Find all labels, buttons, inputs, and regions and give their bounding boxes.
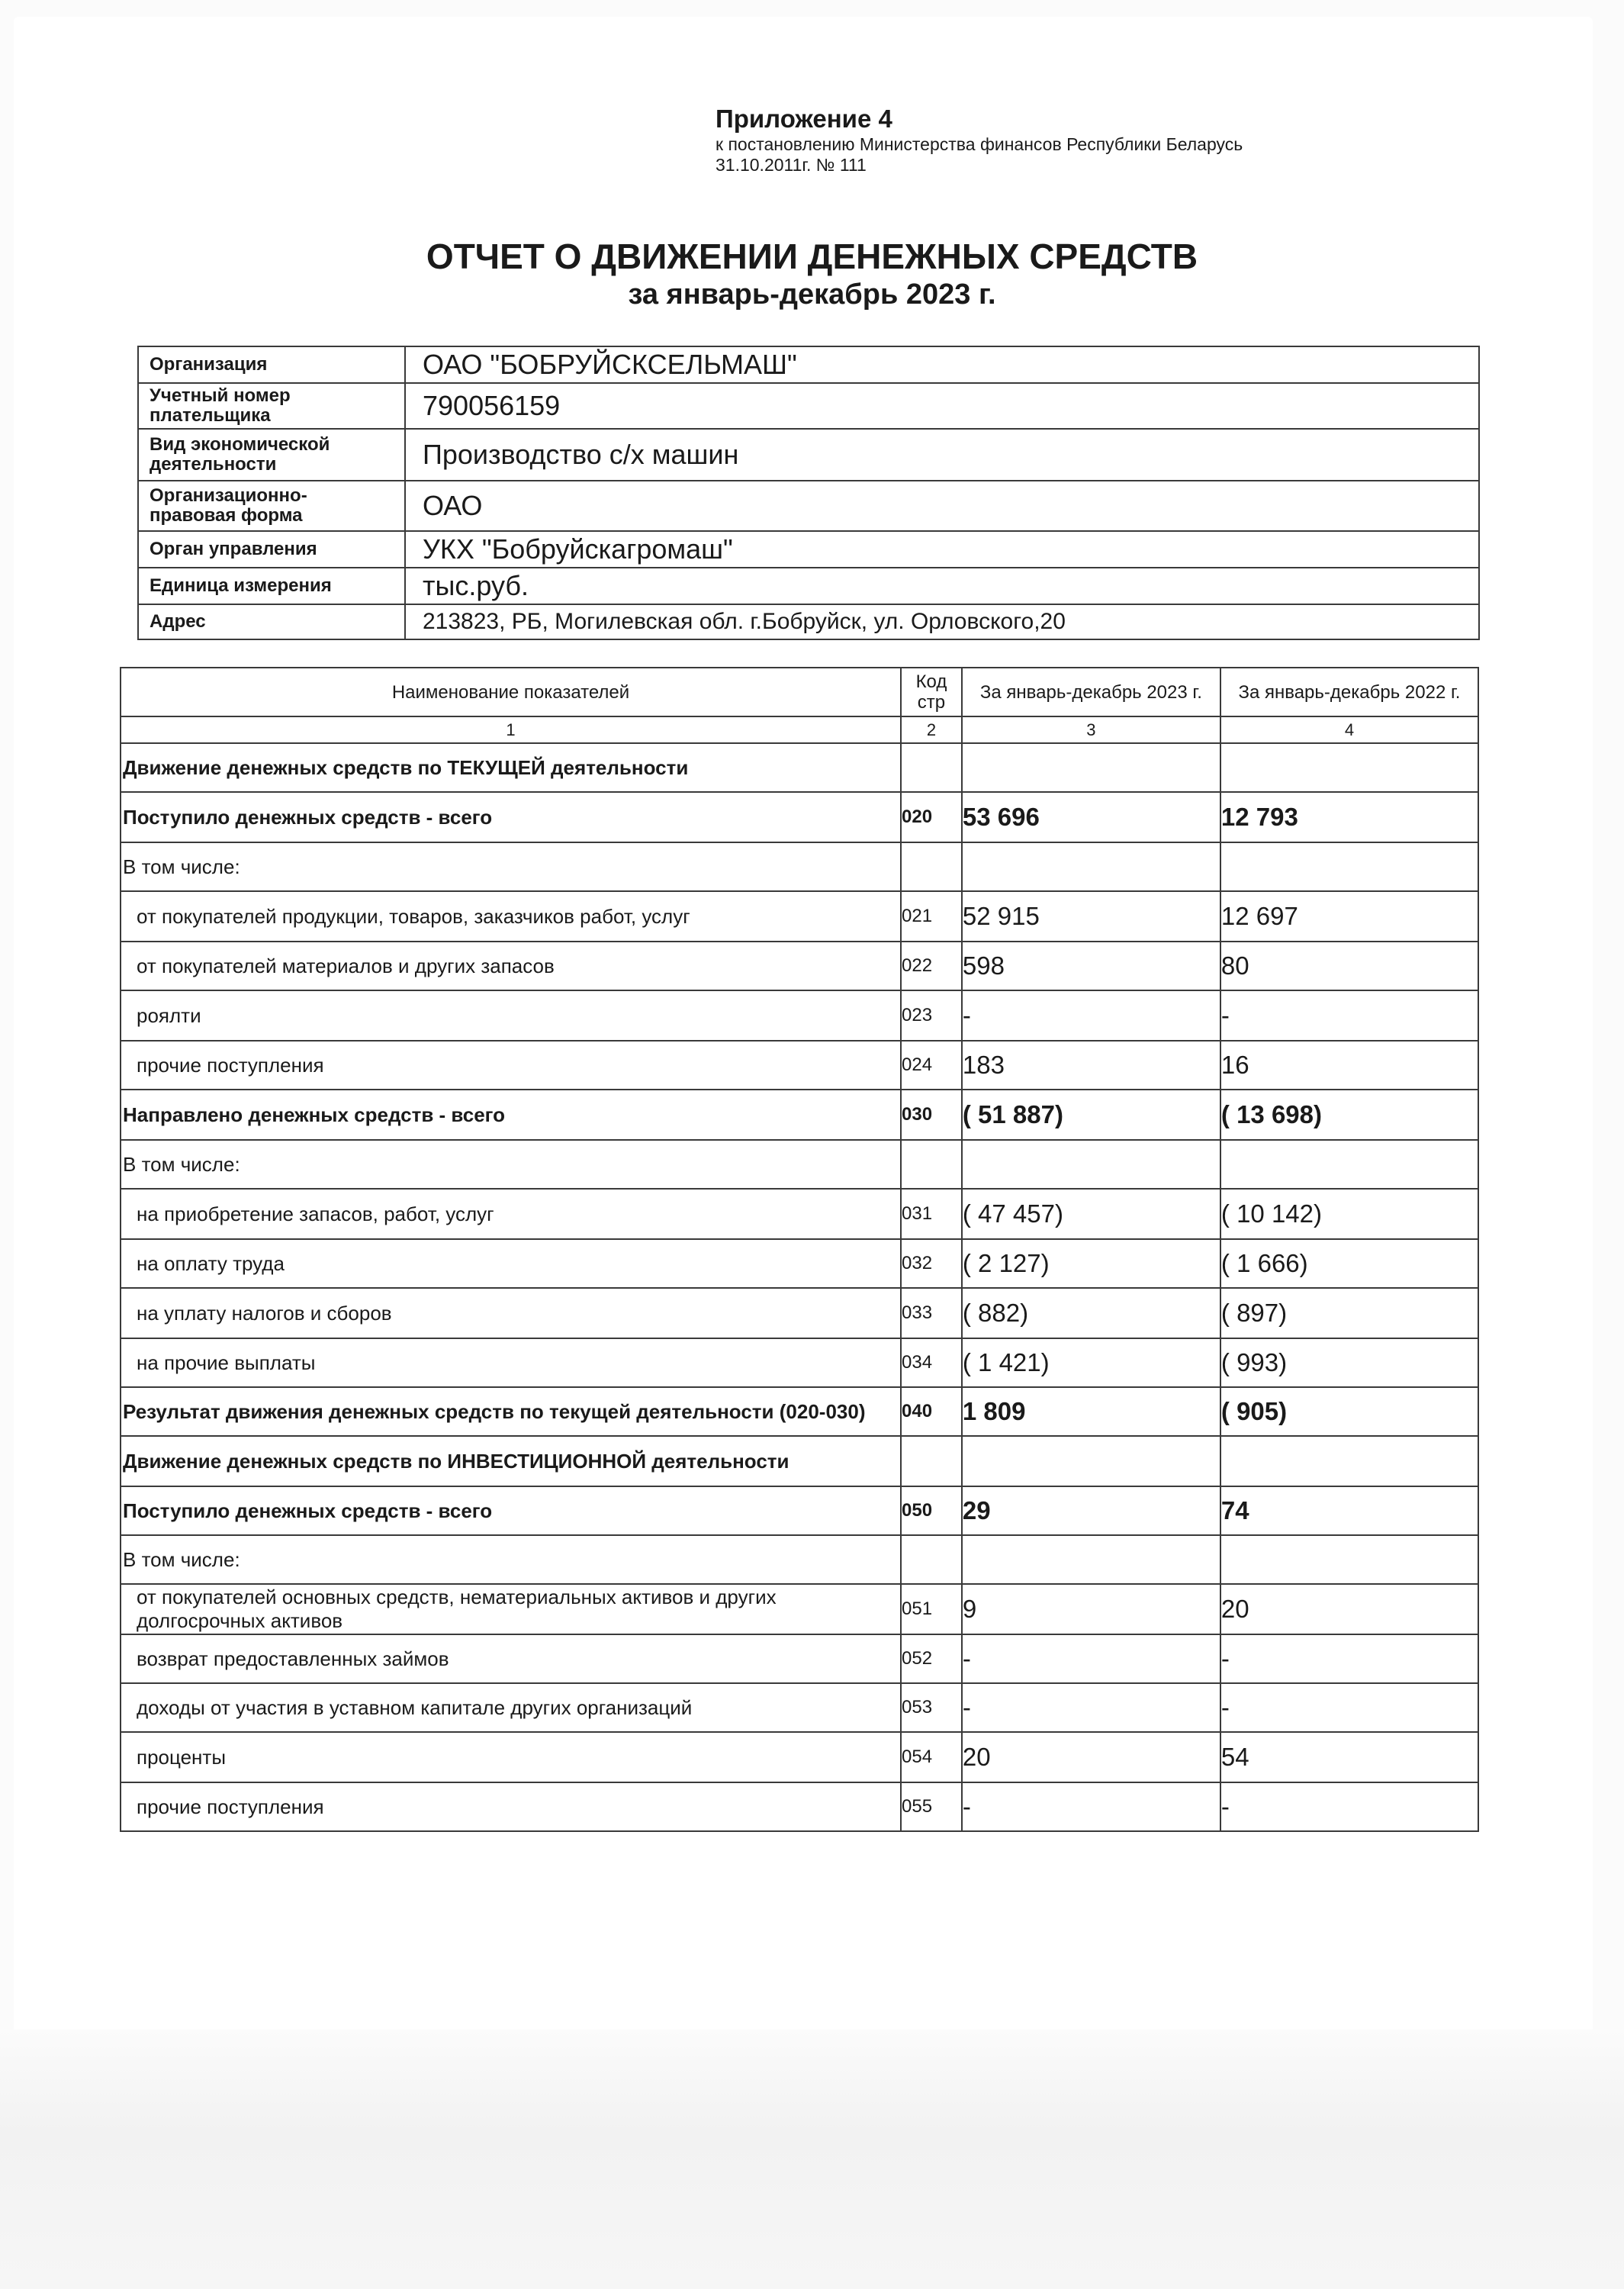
table-row bbox=[121, 792, 1478, 842]
row-name: Движение денежных средств по ТЕКУЩЕЙ деятельности bbox=[121, 743, 901, 792]
table-row bbox=[121, 1140, 1478, 1189]
row-code: 055 bbox=[901, 1782, 962, 1831]
row-name: В том числе: bbox=[121, 1535, 901, 1584]
table-row bbox=[121, 1090, 1478, 1140]
row-name: проценты bbox=[121, 1732, 901, 1782]
row-code: 023 bbox=[901, 990, 962, 1041]
info-row bbox=[138, 346, 1479, 383]
info-row bbox=[138, 604, 1479, 639]
row-code bbox=[901, 1535, 962, 1584]
table-row bbox=[121, 842, 1478, 891]
row-value-2022: 74 bbox=[1220, 1486, 1478, 1535]
row-value-2022 bbox=[1220, 743, 1478, 792]
row-value-2022: 80 bbox=[1220, 942, 1478, 990]
column-number: 4 bbox=[1220, 716, 1478, 743]
row-name: прочие поступления bbox=[121, 1782, 901, 1831]
row-value-2022: 20 bbox=[1220, 1584, 1478, 1634]
row-name: на приобретение запасов, работ, услуг bbox=[121, 1189, 901, 1239]
row-value-2023: ( 47 457) bbox=[962, 1189, 1220, 1239]
table-row bbox=[121, 891, 1478, 942]
info-value: Производство с/х машин bbox=[405, 429, 1479, 481]
cash-flow-body bbox=[121, 743, 1478, 1831]
row-value-2022: ( 1 666) bbox=[1220, 1239, 1478, 1288]
row-value-2022: ( 897) bbox=[1220, 1288, 1478, 1338]
info-row bbox=[138, 531, 1479, 568]
info-row bbox=[138, 383, 1479, 429]
row-value-2023: - bbox=[962, 1683, 1220, 1732]
table-row bbox=[121, 1584, 1478, 1634]
info-row bbox=[138, 429, 1479, 481]
info-value: 790056159 bbox=[405, 383, 1479, 429]
row-name: от покупателей основных средств, нематериальных активов и других долгосрочных активов bbox=[121, 1584, 901, 1634]
table-row bbox=[121, 1535, 1478, 1584]
row-name: Поступило денежных средств - всего bbox=[121, 1486, 901, 1535]
row-value-2023: 53 696 bbox=[962, 792, 1220, 842]
info-value: УКХ "Бобруйскагромаш" bbox=[405, 531, 1479, 568]
row-code: 051 bbox=[901, 1584, 962, 1634]
table-row bbox=[121, 1683, 1478, 1732]
row-code: 021 bbox=[901, 891, 962, 942]
info-value: ОАО "БОБРУЙСКСЕЛЬМАШ" bbox=[405, 346, 1479, 383]
table-row bbox=[121, 1189, 1478, 1239]
row-value-2023: ( 2 127) bbox=[962, 1239, 1220, 1288]
row-name: на уплату налогов и сборов bbox=[121, 1288, 901, 1338]
appendix-note bbox=[716, 104, 1402, 175]
row-value-2022: - bbox=[1220, 990, 1478, 1041]
organization-info-table bbox=[137, 346, 1480, 640]
row-value-2022: - bbox=[1220, 1683, 1478, 1732]
header-name: Наименование показателей bbox=[121, 668, 901, 716]
row-value-2022 bbox=[1220, 1535, 1478, 1584]
row-name: возврат предоставленных займов bbox=[121, 1634, 901, 1683]
row-code: 033 bbox=[901, 1288, 962, 1338]
row-code: 034 bbox=[901, 1338, 962, 1387]
appendix-date-line: 31.10.2011г. № 111 bbox=[716, 155, 867, 175]
table-row bbox=[121, 1634, 1478, 1683]
row-code bbox=[901, 743, 962, 792]
row-value-2022 bbox=[1220, 842, 1478, 891]
row-value-2022: 54 bbox=[1220, 1732, 1478, 1782]
info-label: Вид экономической деятельности bbox=[138, 429, 405, 481]
row-code: 054 bbox=[901, 1732, 962, 1782]
row-name: Поступило денежных средств - всего bbox=[121, 792, 901, 842]
column-number: 3 bbox=[962, 716, 1220, 743]
table-row bbox=[121, 1486, 1478, 1535]
row-value-2022: ( 10 142) bbox=[1220, 1189, 1478, 1239]
table-header-row bbox=[121, 668, 1478, 716]
row-code: 024 bbox=[901, 1041, 962, 1090]
column-number: 2 bbox=[901, 716, 962, 743]
row-code bbox=[901, 1436, 962, 1486]
row-name: роялти bbox=[121, 990, 901, 1041]
row-name: Движение денежных средств по ИНВЕСТИЦИОННОЙ деятельности bbox=[121, 1436, 901, 1486]
column-number-row bbox=[121, 716, 1478, 743]
row-code: 040 bbox=[901, 1387, 962, 1436]
row-value-2022: ( 905) bbox=[1220, 1387, 1478, 1436]
row-value-2022: - bbox=[1220, 1782, 1478, 1831]
row-name: В том числе: bbox=[121, 842, 901, 891]
row-value-2023: - bbox=[962, 990, 1220, 1041]
table-row bbox=[121, 1387, 1478, 1436]
row-value-2022 bbox=[1220, 1140, 1478, 1189]
row-code bbox=[901, 1140, 962, 1189]
table-row bbox=[121, 1041, 1478, 1090]
info-value: ОАО bbox=[405, 481, 1479, 531]
row-code: 022 bbox=[901, 942, 962, 990]
row-name: Результат движения денежных средств по текущей деятельности (020-030) bbox=[121, 1387, 901, 1436]
info-label: Адрес bbox=[138, 604, 405, 639]
row-value-2023: - bbox=[962, 1782, 1220, 1831]
row-code: 053 bbox=[901, 1683, 962, 1732]
row-value-2023 bbox=[962, 1535, 1220, 1584]
row-value-2022 bbox=[1220, 1436, 1478, 1486]
row-value-2023: - bbox=[962, 1634, 1220, 1683]
info-label: Орган управления bbox=[138, 531, 405, 568]
appendix-title: Приложение 4 bbox=[716, 105, 892, 133]
table-row bbox=[121, 1732, 1478, 1782]
row-name: прочие поступления bbox=[121, 1041, 901, 1090]
row-value-2023: 183 bbox=[962, 1041, 1220, 1090]
row-name: Направлено денежных средств - всего bbox=[121, 1090, 901, 1140]
row-value-2023 bbox=[962, 1436, 1220, 1486]
row-code: 032 bbox=[901, 1239, 962, 1288]
row-code: 031 bbox=[901, 1189, 962, 1239]
report-title: ОТЧЕТ О ДВИЖЕНИИ ДЕНЕЖНЫХ СРЕДСТВ bbox=[426, 237, 1198, 276]
row-name: от покупателей материалов и других запасов bbox=[121, 942, 901, 990]
header-code: Код стр bbox=[901, 668, 962, 716]
row-value-2023 bbox=[962, 842, 1220, 891]
table-row bbox=[121, 1338, 1478, 1387]
table-row bbox=[121, 1782, 1478, 1831]
row-code: 050 bbox=[901, 1486, 962, 1535]
row-value-2022: 12 697 bbox=[1220, 891, 1478, 942]
row-name: на прочие выплаты bbox=[121, 1338, 901, 1387]
info-value: тыс.руб. bbox=[405, 568, 1479, 604]
row-value-2023: 9 bbox=[962, 1584, 1220, 1634]
info-label: Организационно-правовая форма bbox=[138, 481, 405, 531]
row-value-2023: ( 1 421) bbox=[962, 1338, 1220, 1387]
row-value-2023: 29 bbox=[962, 1486, 1220, 1535]
header-2022: За январь-декабрь 2022 г. bbox=[1220, 668, 1478, 716]
row-value-2023 bbox=[962, 743, 1220, 792]
row-value-2023 bbox=[962, 1140, 1220, 1189]
table-row bbox=[121, 990, 1478, 1041]
row-code bbox=[901, 842, 962, 891]
table-row bbox=[121, 1436, 1478, 1486]
info-label: Единица измерения bbox=[138, 568, 405, 604]
info-label: Учетный номер плательщика bbox=[138, 383, 405, 429]
table-row bbox=[121, 743, 1478, 792]
row-value-2023: 598 bbox=[962, 942, 1220, 990]
report-heading bbox=[0, 235, 1624, 311]
appendix-decree-line: к постановлению Министерства финансов Республики Беларусь bbox=[716, 134, 1243, 154]
row-value-2023: 20 bbox=[962, 1732, 1220, 1782]
row-name: В том числе: bbox=[121, 1140, 901, 1189]
row-value-2023: 1 809 bbox=[962, 1387, 1220, 1436]
header-2023: За январь-декабрь 2023 г. bbox=[962, 668, 1220, 716]
info-label: Организация bbox=[138, 346, 405, 383]
info-value: 213823, РБ, Могилевская обл. г.Бобруйск, ул. Орловского,20 bbox=[405, 604, 1479, 639]
report-period: за январь-декабрь 2023 г. bbox=[628, 278, 996, 311]
row-value-2023: ( 882) bbox=[962, 1288, 1220, 1338]
row-name: доходы от участия в уставном капитале других организаций bbox=[121, 1683, 901, 1732]
row-name: на оплату труда bbox=[121, 1239, 901, 1288]
row-code: 030 bbox=[901, 1090, 962, 1140]
row-value-2022: 12 793 bbox=[1220, 792, 1478, 842]
scan-bottom-band bbox=[0, 2030, 1624, 2289]
row-value-2022: - bbox=[1220, 1634, 1478, 1683]
row-code: 020 bbox=[901, 792, 962, 842]
row-value-2023: ( 51 887) bbox=[962, 1090, 1220, 1140]
row-code: 052 bbox=[901, 1634, 962, 1683]
row-value-2022: ( 993) bbox=[1220, 1338, 1478, 1387]
table-row bbox=[121, 1239, 1478, 1288]
table-row bbox=[121, 942, 1478, 990]
row-value-2023: 52 915 bbox=[962, 891, 1220, 942]
info-row bbox=[138, 481, 1479, 531]
table-row bbox=[121, 1288, 1478, 1338]
row-value-2022: 16 bbox=[1220, 1041, 1478, 1090]
cash-flow-table bbox=[120, 667, 1479, 1832]
column-number: 1 bbox=[121, 716, 901, 743]
row-value-2022: ( 13 698) bbox=[1220, 1090, 1478, 1140]
row-name: от покупателей продукции, товаров, заказчиков работ, услуг bbox=[121, 891, 901, 942]
info-row bbox=[138, 568, 1479, 604]
